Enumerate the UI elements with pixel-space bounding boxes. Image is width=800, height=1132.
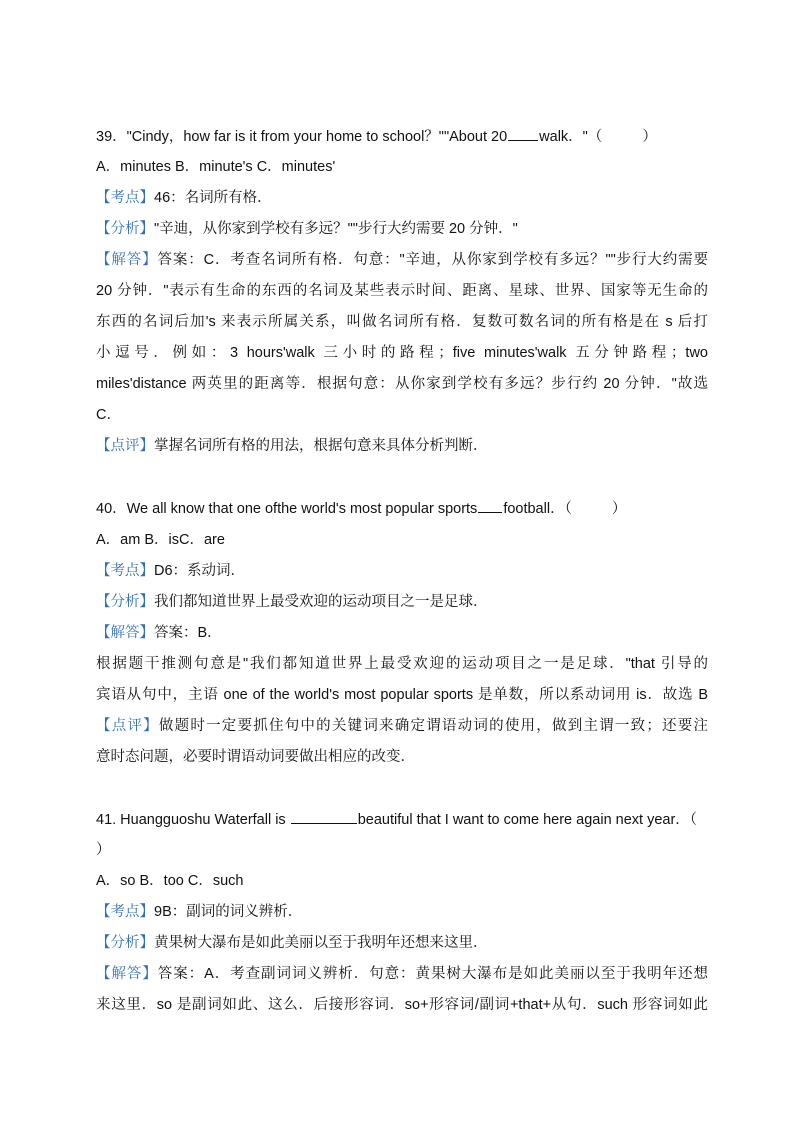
q39-fenxi-text: "辛迪，从你家到学校有多远？""步行大约需要 20 分钟．" bbox=[154, 221, 518, 237]
dianping-label: 【点评】 bbox=[96, 718, 159, 734]
q41-stem-text-2: beautiful that I want to come here again next year．（ bbox=[357, 812, 698, 828]
jieda-label: 【解答】 bbox=[96, 252, 158, 268]
q41-kaodian-text: 9B：副词的词义辨析． bbox=[154, 904, 303, 920]
q40-dianping-line-1 bbox=[96, 716, 708, 736]
jieda-label: 【解答】 bbox=[96, 966, 158, 982]
q41-jieda-text: 答案：A．考查副词词义辨析．句意：黄果树大瀑布是如此美丽以至于我明年还想 bbox=[157, 966, 709, 982]
q39-stem-text: 39．"Cindy，how far is it from your home to school？""About 20 bbox=[96, 129, 508, 145]
kaodian-label: 【考点】 bbox=[96, 904, 154, 920]
q39-stem-text-2: walk．"（ bbox=[539, 129, 603, 145]
q39-options: A．minutes B．minute's C．minutes' bbox=[96, 159, 336, 175]
q41-fenxi-text: 黄果树大瀑布是如此美丽以至于我明年还想来这里． bbox=[154, 935, 488, 951]
q39-kaodian bbox=[96, 188, 708, 208]
q40-body-line-2: 宾语从句中，主语 one of the world's most popular sports 是单数，所以系动词用 is．故选 B bbox=[96, 687, 708, 703]
q40-stem bbox=[96, 498, 708, 519]
q39-jieda-line-1 bbox=[96, 250, 708, 270]
q40-stem-text: 40．We all know that one ofthe world's most popular sports bbox=[96, 501, 478, 517]
q40-dianping-line-2: 意时态问题，必要时谓语动词要做出相应的改变． bbox=[96, 749, 415, 765]
q40-jieda bbox=[96, 623, 708, 643]
q40-jieda-text: 答案：B． bbox=[154, 625, 222, 641]
kaodian-label: 【考点】 bbox=[96, 563, 154, 579]
q39-jieda-line-6: C． bbox=[96, 407, 121, 423]
q40-body-line-1: 根据题干推测句意是"我们都知道世界上最受欢迎的运动项目之一是足球．"that 引导的 bbox=[96, 656, 708, 672]
q41-options: A．so B．too C．such bbox=[96, 873, 244, 889]
q41-paren-close: ） bbox=[96, 842, 111, 858]
q41-jieda-line-2: 来这里．so 是副词如此、这么．后接形容词．so+形容词/副词+that+从句．such 形容词如此 bbox=[96, 997, 708, 1013]
fenxi-label: 【分析】 bbox=[96, 221, 154, 237]
q40-paren-close: ） bbox=[611, 501, 627, 517]
q39-dianping bbox=[96, 436, 708, 456]
q40-fenxi bbox=[96, 592, 708, 612]
q40-options: A．am B．isC．are bbox=[96, 532, 225, 548]
dianping-label: 【点评】 bbox=[96, 438, 154, 454]
q41-fenxi bbox=[96, 933, 708, 953]
q39-stem bbox=[96, 126, 708, 147]
q40-kaodian-text: D6：系动词． bbox=[154, 563, 246, 579]
q39-jieda-line-3: 东西的名词后加's 来表示所属关系，叫做名词所有格．复数可数名词的所有格是在 s 后打 bbox=[96, 314, 708, 330]
q41-kaodian bbox=[96, 902, 708, 922]
q39-jieda-line-5: miles'distance 两英里的距离等．根据句意：从你家到学校有多远？步行约 20 分钟．"故选 bbox=[96, 376, 708, 392]
jieda-label: 【解答】 bbox=[96, 625, 154, 641]
q41-stem-text: 41. Huangguoshu Waterfall is bbox=[96, 812, 286, 828]
answer-blank bbox=[508, 126, 538, 141]
answer-blank bbox=[291, 809, 357, 824]
q39-jieda-text: 答案：C．考查名词所有格．句意："辛迪，从你家到学校有多远？""步行大约需要 bbox=[157, 252, 708, 268]
q39-fenxi bbox=[96, 219, 708, 239]
q41-stem bbox=[96, 809, 708, 830]
q40-fenxi-text: 我们都知道世界上最受欢迎的运动项目之一是足球． bbox=[154, 594, 488, 610]
fenxi-label: 【分析】 bbox=[96, 594, 154, 610]
q40-kaodian bbox=[96, 561, 708, 581]
q39-paren-close: ） bbox=[642, 129, 657, 145]
kaodian-label: 【考点】 bbox=[96, 190, 154, 206]
q40-dianping-text: 做题时一定要抓住句中的关键词来确定谓语动词的使用，做到主谓一致；还要注 bbox=[158, 718, 709, 734]
fenxi-label: 【分析】 bbox=[96, 935, 154, 951]
q40-stem-text-2: football．（ bbox=[503, 501, 572, 517]
q39-dianping-text: 掌握名词所有格的用法，根据句意来具体分析判断． bbox=[154, 438, 488, 454]
answer-blank bbox=[478, 498, 502, 513]
q39-kaodian-text: 46：名词所有格． bbox=[154, 190, 272, 206]
q39-jieda-line-2: 20 分钟．"表示有生命的东西的名词及某些表示时间、距离、星球、世界、国家等无生命的 bbox=[96, 283, 708, 299]
q41-jieda-line-1 bbox=[96, 964, 708, 984]
q39-jieda-line-4: 小逗号．例如：3 hours'walk 三小时的路程；five minutes'walk 五分钟路程；two bbox=[96, 345, 708, 361]
